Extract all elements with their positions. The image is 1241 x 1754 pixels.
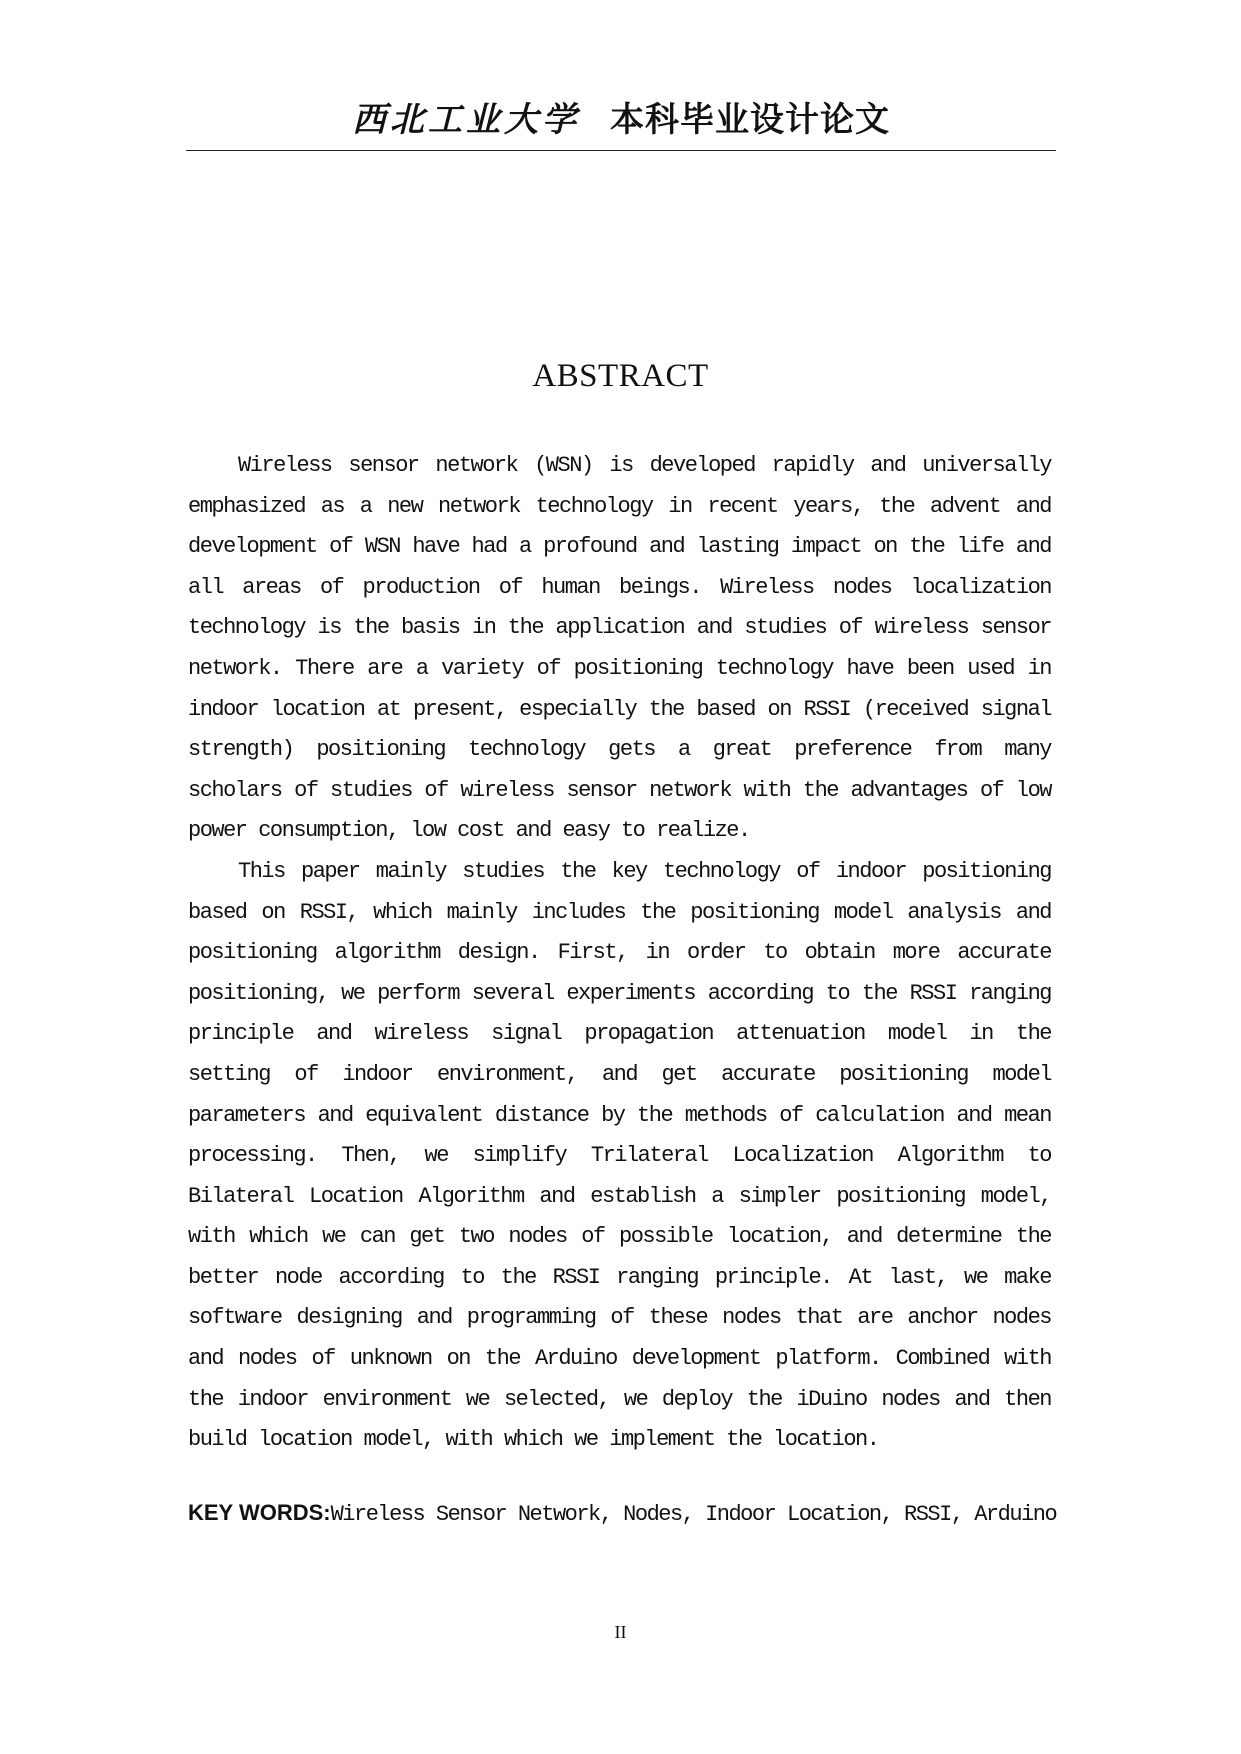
abstract-paragraph-2: This paper mainly studies the key technology of indoor positioning based on RSSI, which mainly includes the positioning model analysis and positioning algorithm design. First, in order to obtain more accurate positioning, we perform several experiments according to the RSSI ranging principle and wireless signal propagation attenuation model in the setting of indoor environment, and get accurate positioning model parameters and equivalent distance by the methods of calculation and mean processing. Then, we simplify Trilateral Localization Algorithm to Bilateral Location Algorithm and establish a simpler positioning model, with which we can get two nodes of possible location, and determine the better node according to the RSSI ranging principle. At last, we make software designing and programming of these nodes that are anchor nodes and nodes of unknown on the Arduino development platform. Combined with the indoor environment we selected, we deploy the iDuino nodes and then build location model, with which we implement the location. [188, 858, 1051, 1453]
keywords [188, 1500, 1088, 1527]
keywords-text: Wireless Sensor Network, Nodes, Indoor Location, RSSI, Arduino [330, 1502, 1057, 1527]
abstract-title: ABSTRACT [532, 358, 709, 394]
page-header [186, 92, 1056, 151]
abstract-paragraph-1: Wireless sensor network (WSN) is developed rapidly and universally emphasized as a new network technology in recent years, the advent and development of WSN have had a profound and lasting impact on the life and all areas of production of human beings. Wireless nodes localization technology is the basis in the application and studies of wireless sensor network. There are a variety of positioning technology have been used in indoor location at present, especially the based on RSSI (received signal strength) positioning technology gets a great preference from many scholars of studies of wireless sensor network with the advantages of low power consumption, low cost and easy to realize. [188, 453, 1051, 844]
page-number: II [614, 1622, 627, 1642]
university-name: 西北工业大学 [352, 100, 580, 140]
abstract-body [188, 446, 1051, 1461]
header-title [186, 92, 1056, 141]
keywords-label: KEY WORDS: [188, 1500, 331, 1525]
thesis-type: 本科毕业设计论文 [610, 100, 890, 140]
